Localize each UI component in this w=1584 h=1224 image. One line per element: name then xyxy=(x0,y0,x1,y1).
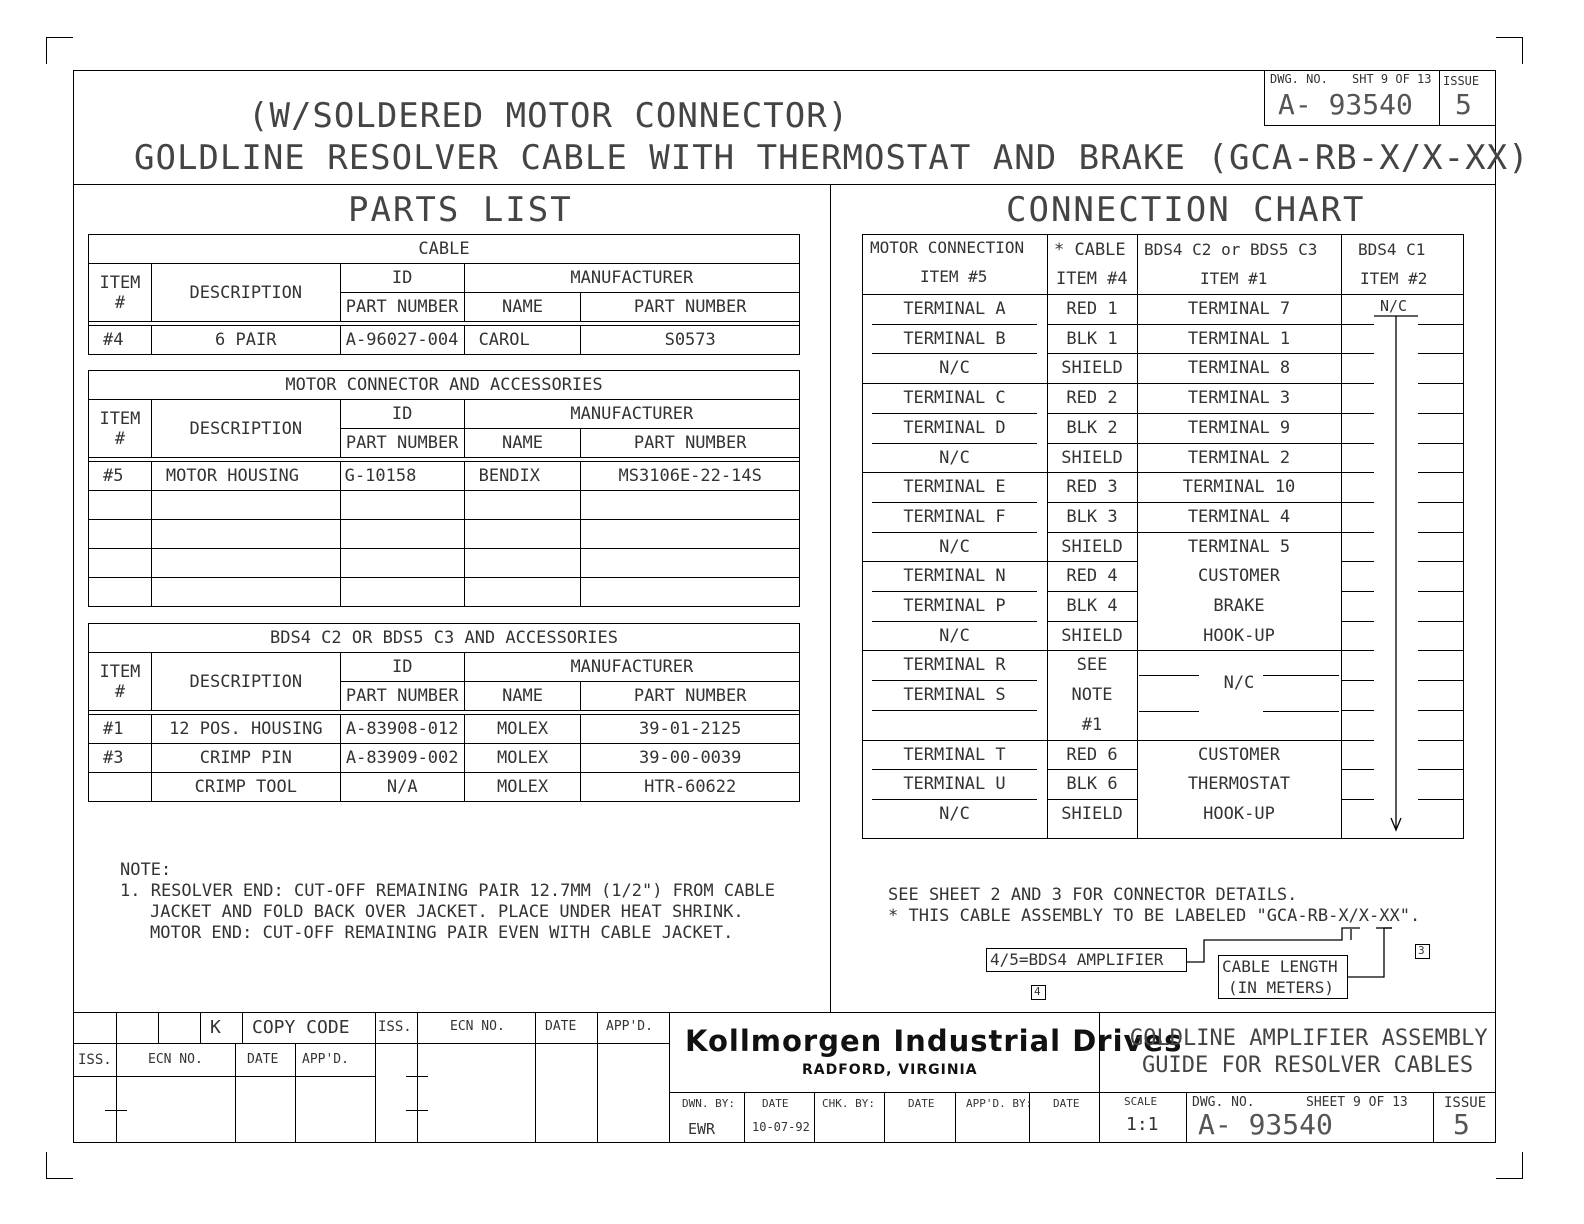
cc-bds-cell: TERMINAL 5 xyxy=(1187,536,1291,557)
bds-accessories-table: BDS4 C2 OR BDS5 C3 AND ACCESSORIES ITEM # DESCRIPTION ID MANUFACTURER PART NUMBER NAME PART NUMBER #1 12 POS. HOUSING A-83908-012 MOLEX 39-01-2125 #3 CRIMP PIN A-83909-002 MOLEX 39-00-0039 CRIMP TOOL N/A MOLEX HTR-60622 xyxy=(88,623,800,802)
cc-bds-cell: TERMINAL 10 xyxy=(1182,477,1296,498)
rev-k: K xyxy=(210,1017,221,1038)
copy-code: COPY CODE xyxy=(252,1017,350,1038)
table-row: #3 CRIMP PIN A-83909-002 MOLEX 39-00-0039 xyxy=(89,744,800,773)
cc-header-cable-1: * CABLE xyxy=(1054,240,1126,260)
cc-motor-cell: TERMINAL B xyxy=(903,328,1006,349)
date-label-1: DATE xyxy=(762,1097,789,1110)
scale-value: 1:1 xyxy=(1126,1114,1159,1135)
dwn-by: EWR xyxy=(688,1120,716,1138)
description-line-1: GOLDLINE AMPLIFIER ASSEMBLY xyxy=(1130,1026,1488,1051)
label-length-1: CABLE LENGTH xyxy=(1222,957,1338,976)
tb-ecn-top: ECN NO. xyxy=(450,1019,505,1034)
date-label-2: DATE xyxy=(908,1097,935,1110)
cc-cable-cell: #1 xyxy=(1081,714,1103,735)
date-label-3: DATE xyxy=(1053,1097,1080,1110)
cc-bds-cell: CUSTOMER xyxy=(1198,744,1280,765)
cc-header-bds-1: BDS4 C2 or BDS5 C3 xyxy=(1144,240,1318,259)
dwn-by-label: DWN. BY: xyxy=(682,1097,735,1110)
company-name: Kollmorgen Industrial Drives xyxy=(685,1024,1183,1058)
cc-cable-cell: SHIELD xyxy=(1061,625,1123,646)
cc-cable-cell: SHIELD xyxy=(1061,803,1123,824)
tb-iss-bottom: ISS. xyxy=(78,1052,112,1068)
cc-bds-cell: BRAKE xyxy=(1213,596,1265,616)
cc-note-1: SEE SHEET 2 AND 3 FOR CONNECTOR DETAILS. xyxy=(888,885,1298,905)
col-manufacturer: MANUFACTURER xyxy=(464,264,799,293)
scale-label: SCALE xyxy=(1124,1095,1158,1108)
flag-3: 3 xyxy=(1418,944,1425,957)
table-row: #4 6 PAIR A-96027-004 CAROL S0573 xyxy=(89,326,800,355)
cc-bds-cell: TERMINAL 8 xyxy=(1187,358,1291,379)
label-amplifier: 4/5=BDS4 AMPLIFIER xyxy=(990,950,1164,969)
cc-cable-cell: SHIELD xyxy=(1061,358,1123,379)
cc-motor-cell: TERMINAL A xyxy=(903,299,1006,319)
cc-motor-cell: TERMINAL R xyxy=(903,655,1006,676)
tb-iss-top: ISS. xyxy=(378,1019,412,1035)
cc-motor-cell: N/C xyxy=(939,536,970,557)
tb-dwg-no: A- 93540 xyxy=(1198,1108,1333,1141)
col-part-number: PART NUMBER xyxy=(340,293,464,322)
bds-table-title: BDS4 C2 OR BDS5 C3 AND ACCESSORIES xyxy=(89,624,800,653)
cc-note-2: * THIS CABLE ASSEMBLY TO BE LABELED "GCA-RB-X/X-XX". xyxy=(888,906,1421,926)
cc-cable-cell: SHIELD xyxy=(1061,536,1123,557)
date-value: 10-07-92 xyxy=(752,1120,810,1134)
note-line-3: MOTOR END: CUT-OFF REMAINING PAIR EVEN WITH CABLE JACKET. xyxy=(150,923,734,943)
company-city: RADFORD, VIRGINIA xyxy=(802,1062,978,1078)
cc-cable-cell: RED 3 xyxy=(1066,477,1118,498)
cc-cable-cell: RED 6 xyxy=(1066,744,1118,765)
col-description: DESCRIPTION xyxy=(151,264,340,322)
col-mfr-part-number: PART NUMBER xyxy=(581,293,800,322)
header-dwg-no-label: DWG. NO. xyxy=(1270,72,1328,86)
cc-motor-cell: TERMINAL N xyxy=(903,566,1006,587)
tb-issue: 5 xyxy=(1453,1108,1470,1141)
note-line-1: 1. RESOLVER END: CUT-OFF REMAINING PAIR 12.7MM (1/2") FROM CABLE xyxy=(120,881,776,901)
tb-dwg-no-label: DWG. NO. xyxy=(1192,1095,1255,1110)
cc-motor-cell: N/C xyxy=(939,447,970,468)
cc-cable-cell: BLK 4 xyxy=(1066,596,1118,616)
cc-bds-cell: HOOK-UP xyxy=(1203,803,1275,824)
cc-header-bds-2: ITEM #1 xyxy=(1200,269,1268,288)
cc-cable-cell: SEE xyxy=(1076,655,1108,676)
motor-table-title: MOTOR CONNECTOR AND ACCESSORIES xyxy=(89,371,800,400)
col-id: ID xyxy=(340,264,464,293)
tb-ecn-bottom: ECN NO. xyxy=(148,1052,203,1067)
cc-cable-cell: BLK 1 xyxy=(1066,328,1118,349)
cc-motor-cell: N/C xyxy=(939,803,970,824)
cc-bds-cell: N/C xyxy=(1223,673,1255,694)
cable-table-title: CABLE xyxy=(89,235,800,264)
cc-cable-cell: RED 2 xyxy=(1066,388,1118,409)
cc-bds-cell: TERMINAL 7 xyxy=(1187,299,1291,319)
cc-bds-cell: TERMINAL 9 xyxy=(1187,417,1291,438)
tb-sheet-label: SHEET 9 OF 13 xyxy=(1306,1095,1408,1110)
header-issue: 5 xyxy=(1455,88,1472,121)
header-dwg-no: A- 93540 xyxy=(1278,88,1413,121)
cc-cable-cell: BLK 6 xyxy=(1066,774,1118,795)
tb-appd-bottom: APP'D. xyxy=(302,1052,349,1067)
label-length-2: (IN METERS) xyxy=(1228,978,1334,997)
header-issue-label: ISSUE xyxy=(1443,74,1480,88)
cc-cable-cell: RED 4 xyxy=(1066,566,1118,587)
connection-chart-heading: CONNECTION CHART xyxy=(1006,190,1366,230)
table-row: CRIMP TOOL N/A MOLEX HTR-60622 xyxy=(89,773,800,802)
table-row: #1 12 POS. HOUSING A-83908-012 MOLEX 39-01-2125 xyxy=(89,715,800,744)
tb-date-top: DATE xyxy=(545,1019,577,1034)
cc-bds-cell: HOOK-UP xyxy=(1203,625,1275,646)
cc-bds-cell: TERMINAL 4 xyxy=(1187,506,1291,527)
tb-appd-top: APP'D. xyxy=(606,1019,653,1034)
cc-motor-cell: N/C xyxy=(939,358,970,379)
tb-issue-label: ISSUE xyxy=(1444,1095,1487,1111)
cc-header-c1-1: BDS4 C1 xyxy=(1358,240,1426,259)
cc-cable-cell: BLK 2 xyxy=(1066,417,1118,438)
col-item: ITEM # xyxy=(89,264,152,322)
parts-list-heading: PARTS LIST xyxy=(348,190,573,230)
cc-bds-cell: TERMINAL 1 xyxy=(1187,328,1291,349)
cc-cable-cell: SHIELD xyxy=(1061,447,1123,468)
cc-motor-cell: TERMINAL T xyxy=(903,744,1006,765)
cc-c1-nc: N/C xyxy=(1380,297,1408,315)
cc-motor-cell: TERMINAL C xyxy=(903,388,1006,409)
note-line-2: JACKET AND FOLD BACK OVER JACKET. PLACE UNDER HEAT SHRINK. xyxy=(150,902,744,922)
title-line-2: GOLDLINE RESOLVER CABLE WITH THERMOSTAT AND BRAKE (GCA-RB-X/X-XX) xyxy=(134,138,1530,178)
cc-header-motor-1: MOTOR CONNECTION xyxy=(870,238,1025,257)
col-name: NAME xyxy=(464,293,581,322)
description-line-2: GUIDE FOR RESOLVER CABLES xyxy=(1142,1053,1474,1078)
cc-bds-cell: TERMINAL 3 xyxy=(1187,388,1291,409)
cc-motor-cell: TERMINAL E xyxy=(903,477,1006,498)
flag-4: 4 xyxy=(1034,985,1041,998)
cc-bds-cell: THERMOSTAT xyxy=(1187,774,1291,795)
cc-bds-cell: TERMINAL 2 xyxy=(1187,447,1291,468)
cc-motor-cell: TERMINAL S xyxy=(903,685,1006,706)
tb-date-bottom: DATE xyxy=(247,1052,279,1067)
note-label: NOTE: xyxy=(120,860,172,880)
cc-header-cable-2: ITEM #4 xyxy=(1056,269,1128,289)
cc-motor-cell: TERMINAL D xyxy=(903,417,1006,438)
cc-cable-cell: RED 1 xyxy=(1066,299,1118,319)
appd-by-label: APP'D. BY: xyxy=(966,1097,1033,1110)
motor-connector-table: MOTOR CONNECTOR AND ACCESSORIES ITEM # DESCRIPTION ID MANUFACTURER PART NUMBER NAME PART NUMBER #5 MOTOR HOUSING G-10158 BENDIX MS3106E-22-14S xyxy=(88,370,800,607)
cc-motor-cell: TERMINAL P xyxy=(903,596,1006,616)
cc-cable-cell: NOTE xyxy=(1071,685,1113,706)
cc-cable-cell: BLK 3 xyxy=(1066,506,1118,527)
cc-header-c1-2: ITEM #2 xyxy=(1360,269,1428,288)
cc-header-motor-2: ITEM #5 xyxy=(920,267,988,286)
cc-motor-cell: TERMINAL U xyxy=(903,774,1006,795)
title-block-top xyxy=(73,1012,1496,1013)
table-row: #5 MOTOR HOUSING G-10158 BENDIX MS3106E-22-14S xyxy=(89,462,800,491)
cc-motor-cell: N/C xyxy=(939,625,970,646)
title-line-1: (W/SOLDERED MOTOR CONNECTOR) xyxy=(248,96,850,136)
cc-bds-cell: CUSTOMER xyxy=(1198,566,1280,587)
chk-by-label: CHK. BY: xyxy=(822,1097,875,1110)
cc-motor-cell: TERMINAL F xyxy=(903,506,1006,527)
header-sheet-label: SHT 9 OF 13 xyxy=(1352,72,1432,86)
